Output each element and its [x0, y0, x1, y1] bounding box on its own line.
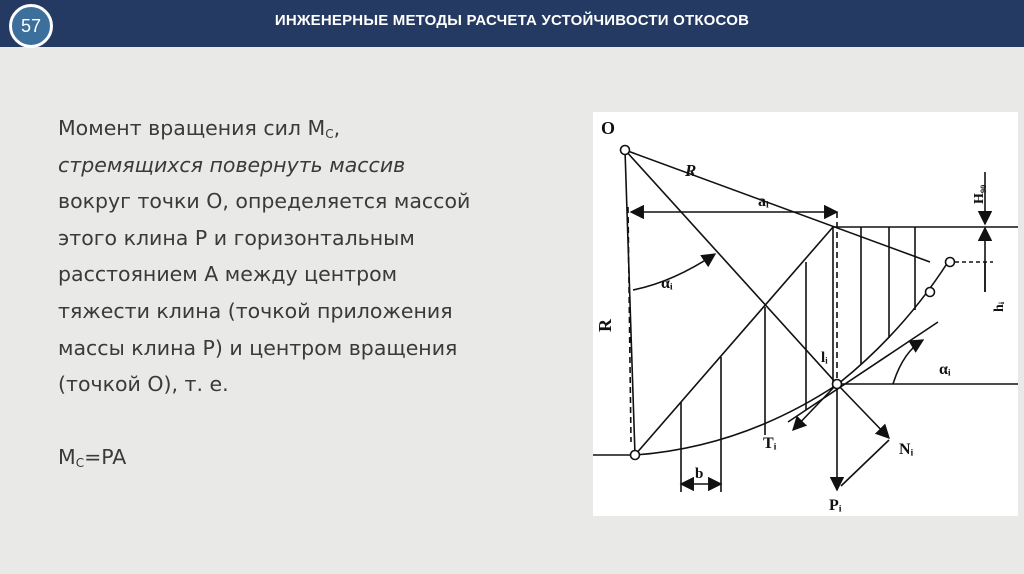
- label-alpha-left: αᵢ: [661, 275, 673, 292]
- label-r-vertical: R: [595, 319, 615, 332]
- slide-title: ИНЖЕНЕРНЫЕ МЕТОДЫ РАСЧЕТА УСТОЙЧИВОСТИ ОТКОСОВ: [274, 12, 750, 29]
- body-line-4: этого клина Р и горизонтальным: [58, 225, 415, 250]
- force-triangle-line: [841, 440, 889, 486]
- point-base: [631, 451, 640, 460]
- alpha-arc-right: [893, 340, 923, 384]
- slide-number-badge: 57: [9, 4, 53, 48]
- label-ai: aᵢ: [758, 193, 769, 210]
- slope-face-line: [635, 227, 833, 455]
- label-b: b: [695, 466, 704, 482]
- label-r-slant: R: [685, 161, 697, 180]
- label-o: O: [601, 118, 616, 138]
- label-pi: Pᵢ: [829, 497, 842, 514]
- alpha-arc-left: [633, 254, 715, 290]
- body-line-5: расстоянием А между центром: [58, 262, 398, 287]
- point-slice: [833, 380, 842, 389]
- body-text: [58, 110, 548, 475]
- point-arc-top: [946, 258, 955, 267]
- label-ti: Tᵢ: [763, 435, 777, 452]
- slide-header: [0, 0, 1024, 47]
- body-line-1: Момент вращения сил $M_C$,: [58, 116, 341, 141]
- diagram-svg: [593, 112, 1018, 516]
- label-hi: hᵢ: [992, 301, 1007, 312]
- label-li: lᵢ: [821, 350, 828, 366]
- body-line-6: тяжести клина (точкой приложения: [58, 298, 453, 323]
- label-h90: H₉₀: [972, 184, 987, 204]
- radius-slant-line: [625, 150, 930, 262]
- label-alpha-right: αᵢ: [939, 361, 951, 378]
- body-line-2: стремящихся повернуть массив: [58, 152, 406, 177]
- label-ni: Nᵢ: [899, 441, 914, 458]
- point-o: [621, 146, 630, 155]
- body-line-3: вокруг точки О, определяется массой: [58, 189, 471, 214]
- slope-stability-diagram: [593, 112, 1018, 516]
- slip-arc: [635, 262, 948, 455]
- body-line-8: (точкой О), т. е.: [58, 372, 229, 397]
- tangent-line: [788, 322, 938, 422]
- force-n-arrow: [837, 384, 889, 438]
- formula: $M_C=PA$: [58, 444, 127, 470]
- body-line-7: массы клина Р) и центром вращения: [58, 335, 458, 360]
- point-arc: [926, 288, 935, 297]
